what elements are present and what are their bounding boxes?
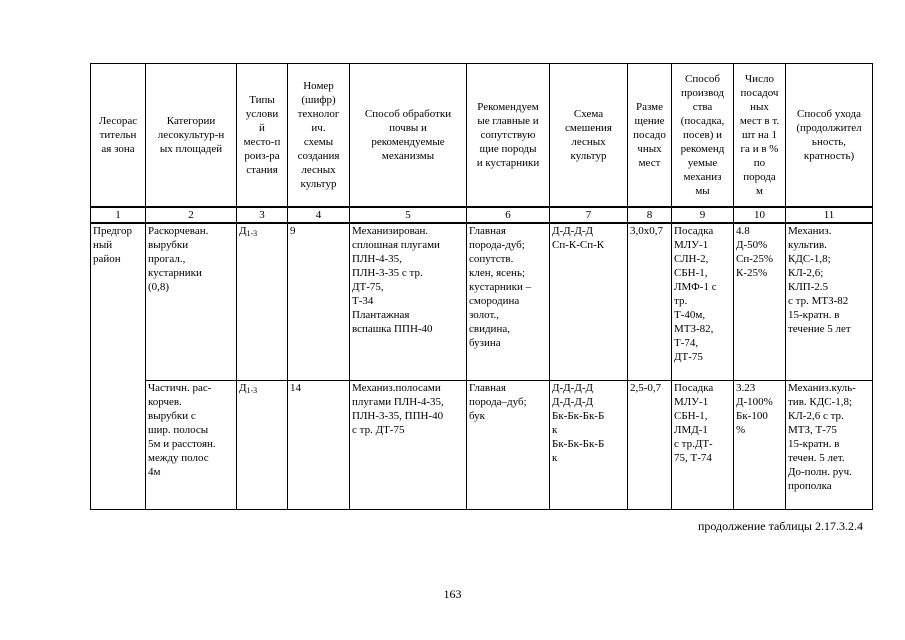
header-cell: Способ ухода (продолжител ьность, кратность) xyxy=(786,64,873,207)
species-cell: Главная порода-дуб; сопутств. клен, ясень; кустарники – смородина золот., свидина, бузина xyxy=(467,223,550,381)
site-type-main: Д xyxy=(239,382,247,394)
site-type-sub: 1-3 xyxy=(246,386,258,395)
column-number: 10 xyxy=(734,207,786,223)
header-cell: Разме щение посадо чных мест xyxy=(628,64,672,207)
column-number: 4 xyxy=(288,207,350,223)
header-cell: Рекомендуем ые главные и сопутствую щие породы и кустарники xyxy=(467,64,550,207)
header-row xyxy=(91,64,873,207)
site-type-main: Д xyxy=(239,224,247,237)
method-cell: Посадка МЛУ-1 СЛН-2, СБН-1, ЛМФ-1 с тр. Т-40м, МТЗ-82, Т-74, ДТ-75 xyxy=(672,223,734,381)
species-cell: Главная порода–дуб; бук xyxy=(467,381,550,510)
site-type-cell xyxy=(237,381,288,510)
care-cell: Механиз.куль- тив. КДС-1,8; КЛ-2,6 с тр. МТЗ, Т-75 15-кратн. в течен. 5 лет. До-полн. руч. прополка xyxy=(786,381,873,510)
count-cell: 3.23 Д-100% Бк-100 % xyxy=(734,381,786,510)
table-continuation-note: продолжение таблицы 2.17.3.2.4 xyxy=(697,519,863,533)
table-row xyxy=(91,381,873,510)
header-cell: Способ обработки почвы и рекомендуемые механизмы xyxy=(350,64,467,207)
header-cell: Число посадоч ных мест в т. шт на 1 га и в % по порода м xyxy=(734,64,786,207)
forest-culture-table xyxy=(90,63,873,510)
header-cell: Схема смешения лесных культур xyxy=(550,64,628,207)
site-type-sub: 1-3 xyxy=(246,228,258,238)
column-number: 8 xyxy=(628,207,672,223)
header-cell: Лесорас тительн ая зона xyxy=(91,64,146,207)
table-row xyxy=(91,223,873,381)
spacing-cell: 2,5-0,7 xyxy=(628,381,672,510)
column-number: 1 xyxy=(91,207,146,223)
page-number: 163 xyxy=(443,587,462,601)
count-cell: 4.8 Д-50% Сп-25% К-25% xyxy=(734,223,786,381)
column-number: 9 xyxy=(672,207,734,223)
column-number: 6 xyxy=(467,207,550,223)
column-number: 3 xyxy=(237,207,288,223)
column-number: 11 xyxy=(786,207,873,223)
header-cell: Номер (шифр) технолог ич. схемы создания лесных культур xyxy=(288,64,350,207)
zone-cell: Предгор ный район xyxy=(91,223,146,510)
column-number: 5 xyxy=(350,207,467,223)
soil-cell: Механизирован. сплошная плугами ПЛН-4-35, ПЛН-3-35 с тр. ДТ-75, Т-34 Плантажная вспашка ППН-40 xyxy=(350,223,467,381)
header-cell: Способ производ ства (посадка, посев) и рекоменд уемые механиз мы xyxy=(672,64,734,207)
spacing-cell: 3,0х0,7 xyxy=(628,223,672,381)
mixing-cell: Д-Д-Д-Д Сп-К-Сп-К xyxy=(550,223,628,381)
category-cell: Раскорчеван. вырубки прогал., кустарники (0,8) xyxy=(146,223,237,381)
header-cell: Категории лесокультур-н ых площадей xyxy=(146,64,237,207)
column-number-row xyxy=(91,207,873,223)
header-cell: Типы услови й место-п роиз-ра стания xyxy=(237,64,288,207)
scheme-cell: 14 xyxy=(288,381,350,510)
scheme-cell: 9 xyxy=(288,223,350,381)
soil-cell: Механиз.полосами плугами ПЛН-4-35, ПЛН-3-35, ППН-40 с тр. ДТ-75 xyxy=(350,381,467,510)
category-cell: Частичн. рас- корчев. вырубки с шир. полосы 5м и расстоян. между полос 4м xyxy=(146,381,237,510)
mixing-cell: Д-Д-Д-Д Д-Д-Д-Д Бк-Бк-Бк-Б к Бк-Бк-Бк-Б к xyxy=(550,381,628,510)
care-cell: Механиз. культив. КДС-1,8; КЛ-2,6; КЛП-2.5 с тр. МТЗ-82 15-кратн. в течение 5 лет xyxy=(786,223,873,381)
column-number: 7 xyxy=(550,207,628,223)
site-type-cell xyxy=(237,223,288,381)
method-cell: Посадка МЛУ-1 СБН-1, ЛМД-1 с тр.ДТ- 75, Т-74 xyxy=(672,381,734,510)
column-number: 2 xyxy=(146,207,237,223)
